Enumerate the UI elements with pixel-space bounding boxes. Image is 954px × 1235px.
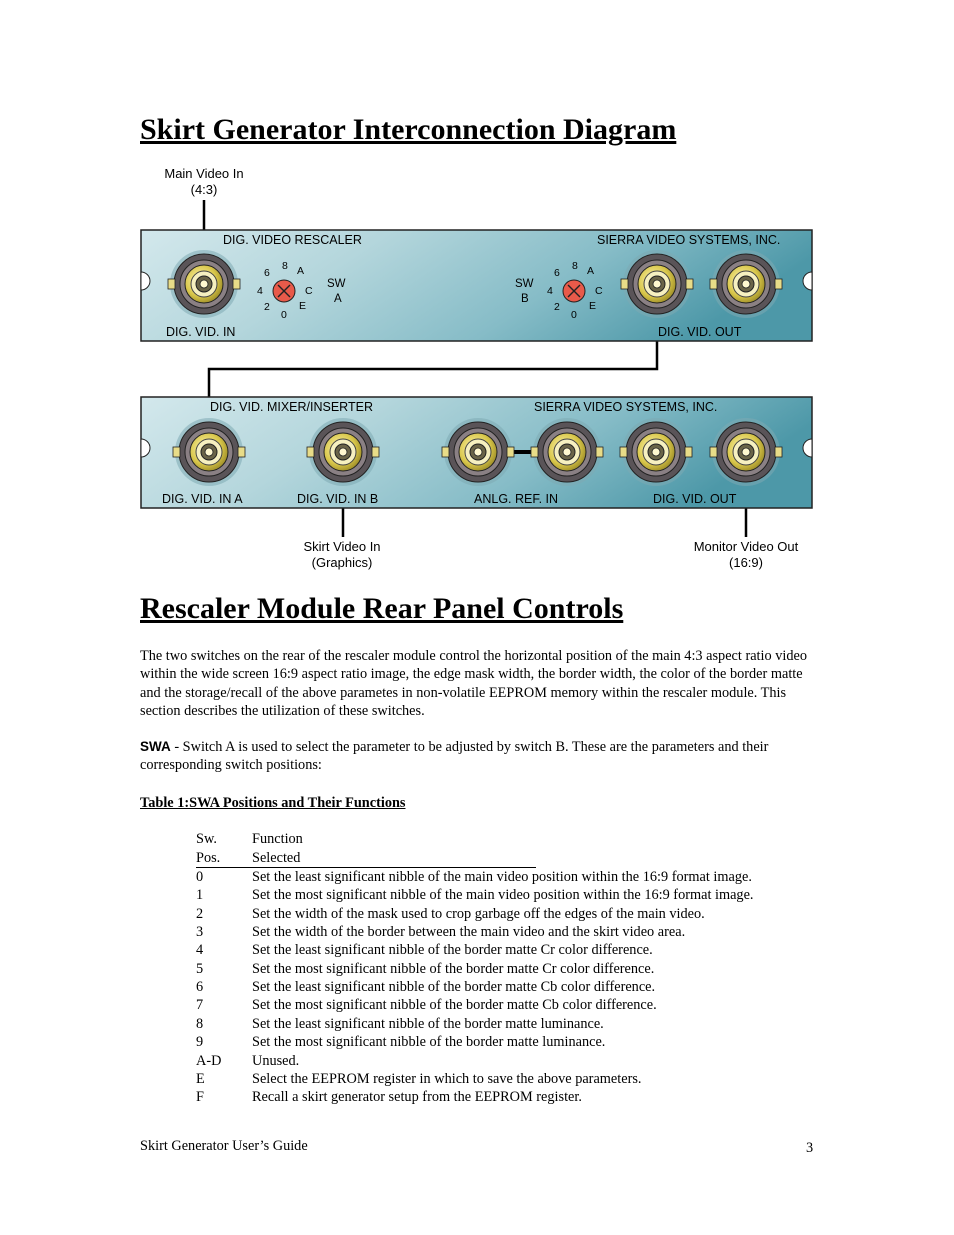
header-pos-1: Sw. [196, 831, 217, 847]
row-function: Set the most significant nibble of the border matte Cr color difference. [252, 960, 655, 977]
table-header-row-2 [196, 849, 536, 868]
dial-a-3: E [299, 300, 307, 312]
swb-label-1: SW [515, 278, 534, 290]
dial-a-1: A [297, 265, 305, 277]
dial-a-2: C [305, 285, 313, 297]
swb-label-2: B [521, 293, 529, 305]
callout-skirt-video-in [286, 539, 398, 571]
row-function: Set the least significant nibble of the border matte Cb color difference. [252, 979, 656, 996]
mixer-in-b-label: DIG. VID. IN B [297, 492, 379, 506]
table-row [196, 960, 654, 978]
table-row [196, 1088, 582, 1106]
row-position: 1 [196, 887, 204, 904]
swa-paragraph [140, 738, 815, 775]
table-row [196, 868, 752, 886]
switch-a-dial [273, 280, 295, 302]
row-position: E [196, 1070, 205, 1087]
row-position: 2 [196, 905, 204, 922]
table-row [196, 941, 653, 959]
table-row [196, 996, 657, 1014]
ref-in-label: ANLG. REF. IN [474, 492, 559, 506]
switch-b-dial [563, 280, 585, 302]
mixer-panel [141, 397, 812, 508]
table-row [196, 1070, 641, 1088]
header-func-1: Function [252, 831, 303, 847]
mixer-out-label: DIG. VID. OUT [653, 492, 737, 506]
rescaler-panel [141, 230, 812, 341]
callout-monitor-line-1: Monitor Video Out [693, 539, 799, 554]
row-position: 8 [196, 1015, 204, 1032]
mixer-name: DIG. VID. MIXER/INSERTER [210, 400, 373, 414]
dial-b-4: 0 [571, 309, 577, 321]
table-caption: Table 1:SWA Positions and Their Functions [140, 795, 406, 811]
swa-label-2: A [334, 293, 342, 305]
rescaler-in-label: DIG. VID. IN [166, 325, 236, 339]
dial-b-6: 4 [547, 285, 553, 297]
table-row [196, 886, 754, 904]
row-function: Set the most significant nibble of the border matte Cb color difference. [252, 997, 657, 1014]
swa-label: SWA [140, 739, 171, 754]
dial-b-0: 8 [572, 260, 578, 272]
dial-a-4: 0 [281, 309, 287, 321]
table-row [196, 1052, 299, 1070]
dial-a-5: 2 [264, 301, 270, 313]
table-row [196, 978, 655, 996]
dial-b-3: E [589, 300, 597, 312]
callout-main-in-line-2: (4:3) [190, 182, 218, 197]
table-row [196, 1015, 604, 1033]
swa-description: - Switch A is used to select the parameter to be adjusted by switch B. These are the parameters and their corresponding switch positions: [140, 739, 769, 774]
mixer-in-a-label: DIG. VID. IN A [162, 492, 243, 506]
row-function: Set the width of the border between the main video and the skirt video area. [252, 924, 686, 941]
row-function: Recall a skirt generator setup from the EEPROM register. [252, 1089, 582, 1106]
row-position: A-D [196, 1052, 222, 1069]
page-title-interconnection: Skirt Generator Interconnection Diagram [140, 113, 677, 146]
row-position: 6 [196, 979, 204, 996]
row-function: Set the width of the mask used to crop garbage off the edges of the main video. [252, 905, 705, 922]
swa-label-1: SW [327, 278, 346, 290]
row-function: Unused. [252, 1052, 300, 1069]
row-function: Set the most significant nibble of the border matte luminance. [252, 1034, 606, 1051]
row-function: Select the EEPROM register in which to save the above parameters. [252, 1070, 642, 1087]
row-function: Set the least significant nibble of the border matte Cr color difference. [252, 942, 653, 959]
header-pos-2: Pos. [196, 850, 221, 866]
rescaler-maker: SIERRA VIDEO SYSTEMS, INC. [597, 233, 781, 247]
page-number: 3 [806, 1140, 814, 1156]
row-position: 7 [196, 997, 204, 1014]
callout-skirt-line-2: (Graphics) [311, 555, 373, 570]
table-row [196, 923, 685, 941]
callout-main-video-in [150, 166, 258, 198]
intro-paragraph: The two switches on the rear of the rescaler module control the horizontal position of the main 4:3 aspect ratio video within the wide screen 16:9 aspect ratio image, the edge mask width, the border width, the color of the border matte and the storage/recall of the above parametes in non-volatile EEPROM memory within the rescaler module. This section describes the utilization of these switches. [140, 648, 807, 719]
rescaler-out-label: DIG. VID. OUT [658, 325, 742, 339]
dial-b-5: 2 [554, 301, 560, 313]
table-row [196, 1033, 605, 1051]
table-row [196, 905, 705, 923]
dial-b-1: A [587, 265, 595, 277]
callout-skirt-line-1: Skirt Video In [303, 539, 381, 554]
dial-a-6: 4 [257, 285, 263, 297]
row-position: F [196, 1089, 204, 1106]
row-position: 9 [196, 1034, 204, 1051]
callout-main-in-line-1: Main Video In [164, 166, 244, 181]
dial-b-7: 6 [554, 267, 560, 279]
rescaler-name: DIG. VIDEO RESCALER [223, 233, 362, 247]
mixer-maker: SIERRA VIDEO SYSTEMS, INC. [534, 400, 718, 414]
table-header-row-1 [196, 830, 303, 848]
row-position: 4 [196, 942, 204, 959]
row-position: 3 [196, 924, 204, 941]
footer-title: Skirt Generator User’s Guide [140, 1138, 308, 1154]
row-position: 0 [196, 869, 204, 885]
dial-b-2: C [595, 285, 603, 297]
callout-monitor-line-2: (16:9) [729, 555, 763, 570]
dial-a-0: 8 [282, 260, 288, 272]
header-func-2: Selected [252, 850, 301, 866]
interconnection-diagram [0, 160, 954, 580]
row-function: Set the least significant nibble of the main video position within the 16:9 format image. [252, 869, 752, 885]
row-function: Set the most significant nibble of the main video position within the 16:9 format image. [252, 887, 754, 904]
callout-monitor-video-out [681, 539, 811, 571]
dial-a-7: 6 [264, 267, 270, 279]
row-position: 5 [196, 960, 204, 977]
row-function: Set the least significant nibble of the border matte luminance. [252, 1015, 604, 1032]
page-title-rear-panel: Rescaler Module Rear Panel Controls [140, 592, 624, 625]
